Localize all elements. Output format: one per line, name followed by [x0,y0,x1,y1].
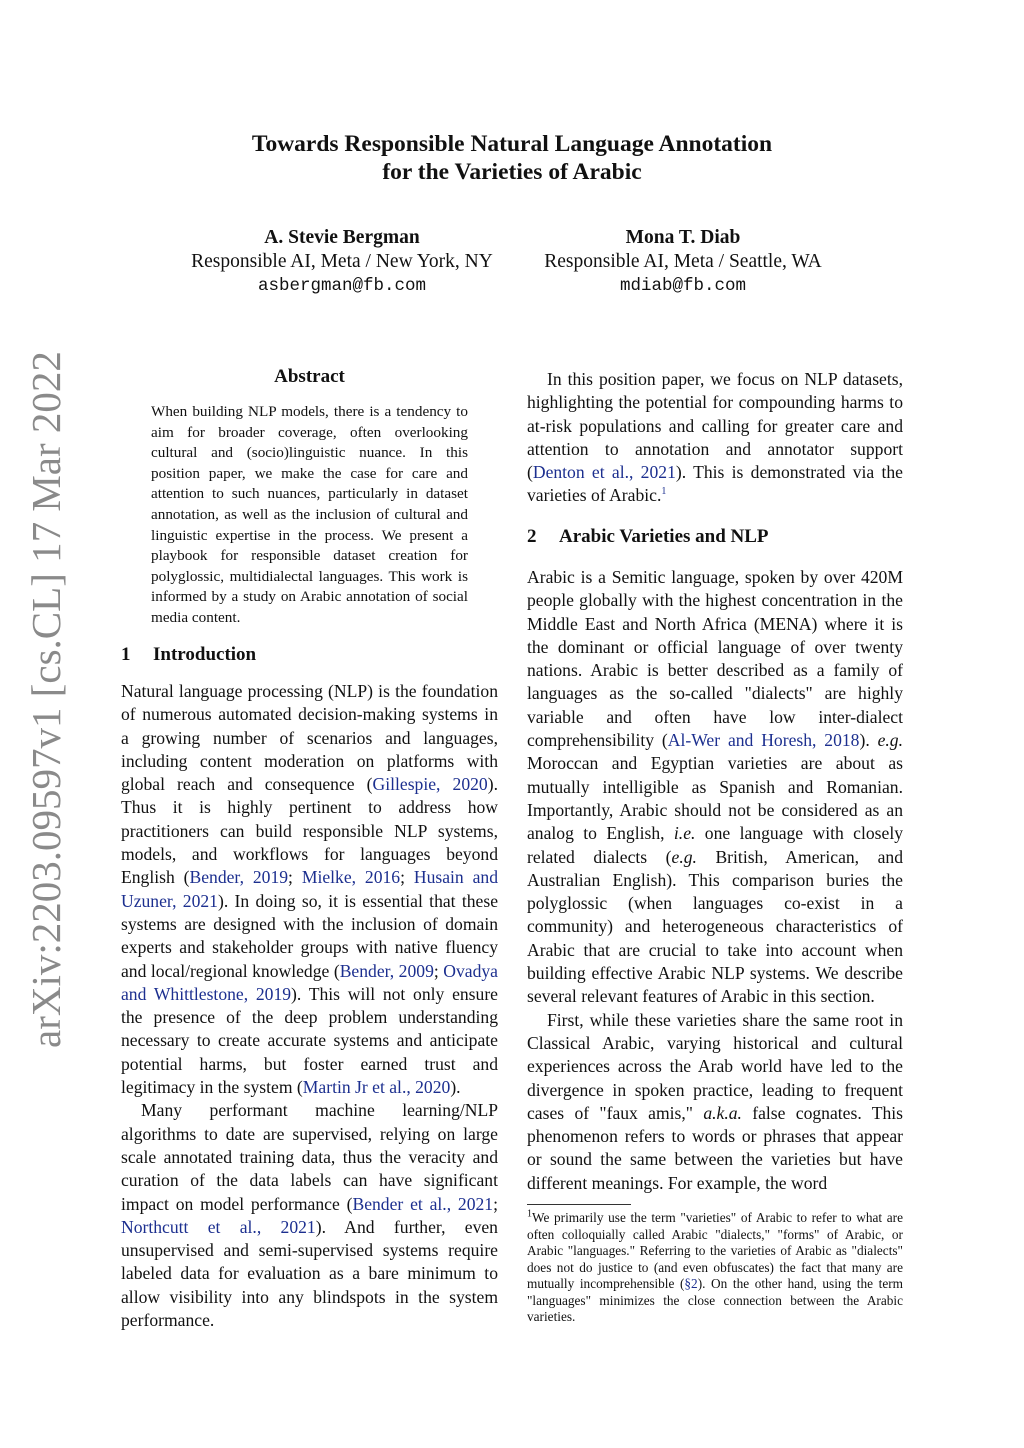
text: ). This will not only ensure the presence of the deep problem understanding necessary to create accurate systems and anticipate potential harms, but foster earned trust and legitimacy in the system ( [121,983,498,1098]
text: First, while these varieties share the same root in Classical Arabic, varying historical and cultural experiences across the Arab world have led to the divergence in spoken practice, leading to frequent cases of "faux amis," [527,1009,903,1123]
footnote-ref[interactable]: 1 [661,486,667,498]
title-line-1: Towards Responsible Natural Language Annotation [251,131,773,157]
text: ). And further, even unsupervised and semi-supervised systems require labeled data for evaluation as a bare minimum to allow visibility into any blindspots in the system performance. [121,1216,498,1331]
paper-title [150,130,874,186]
text: ). This is demonstrated via the varieties of Arabic. [527,462,903,506]
text: false cognates. This phenomenon refers to words or phrases that appear or sound the same between the varieties but have different meanings. For example, the word [527,1102,903,1193]
text: Arabic is a Semitic language, spoken by over 420M people globally with the highest concentration in the Middle East and North Africa (MENA) where it is the dominant or official language of over twenty nations. Arabic is better described as a family of languages as the so-called "dialects" are highly variable and often have low inter-dialect comprehensibility ( [527,567,903,751]
footnote-number: 1 [527,1208,532,1220]
section-number: 1 [121,644,131,665]
author-name: A. Stevie Bergman [264,227,420,248]
text: In this position paper, we focus on NLP datasets, highlighting the potential for compounding harms to at-risk populations and calling for greater care and attention to annotation and annotator support ( [527,369,903,483]
author-name: Mona T. Diab [625,227,741,248]
separator: ; [433,960,444,981]
citation-link[interactable]: Bender, 2009 [339,960,434,981]
section-1-heading [121,644,256,666]
abstract-text: When building NLP models, there is a tendency to aim for broader coverage, often overlooking cultural and (socio)linguistic nuance. In this position paper, we make the case for care and attention to such nuances, particularly in dataset annotation, as well as the inclusion of cultural and linguistic expertise in the process. We present a playbook for responsible dataset creation for polyglossic, multidialectal languages. This work is informed by a study on Arabic annotation of social media content. [151,403,468,626]
text: ). [859,730,878,751]
section-title: Introduction [153,644,257,665]
arabic-paragraph-1 [527,566,903,1009]
citation-link[interactable]: Ovadya and Whittlestone, 2019 [121,960,498,1004]
intro-paragraph-2 [121,1099,498,1332]
author-affiliation: Responsible AI, Meta / Seattle, WA [544,251,822,272]
citation-link[interactable]: Mielke, 2016 [301,867,401,888]
separator: ; [493,1193,498,1214]
text: We primarily use the term "varieties" of Arabic to refer to what are often colloquially called Arabic "dialects," "forms" of Arabic, or Arabic "languages." Referring to the varieties of Arabic as "dialects" does not do justice to (and even obfuscates) the fact that many are mutually incomprehensible ( [527,1210,903,1291]
author-1 [160,226,524,298]
text: Many performant machine learning/NLP algorithms to date are supervised, relying on large scale annotated training data, thus the veracity and curation of the data labels can have significant impact on model performance ( [121,1100,498,1214]
citation-link[interactable]: Gillespie, 2020 [372,774,488,795]
text: ). Thus it is highly pertinent to address how practitioners can build responsible NLP systems, models, and workflows for languages beyond English ( [121,774,498,888]
section-2-heading [527,526,769,548]
text: ). In doing so, it is essential that these systems are designed with the inclusion of domain experts and stakeholder groups with native fluency and local/regional knowledge ( [121,890,499,981]
author-email: mdiab@fb.com [619,276,747,296]
introduction-body [121,680,498,1332]
citation-link[interactable]: Bender et al., 2021 [352,1193,494,1214]
italic-text: a.k.a. [703,1102,742,1123]
section-ref-link[interactable]: §2 [684,1276,698,1291]
italic-text: e.g. [671,846,697,867]
title-line-2: for the Varieties of Arabic [382,159,642,185]
text: ). [450,1077,461,1098]
citation-link[interactable]: Husain and Uzuner, 2021 [121,867,498,911]
intro-paragraph-1 [121,680,498,1099]
text: British, American, and Australian English). This comparison buries the polyglossic (when languages co-exist in a community) and heterogeneous characteristics of Arabic that are crucial to take into account when building effective Arabic NLP systems. We describe several relevant features of Arabic in this section. [527,846,904,1007]
author-affiliation: Responsible AI, Meta / New York, NY [191,251,493,272]
position-paragraph [527,368,903,508]
text: one language with closely related dialects ( [527,823,903,867]
abstract-heading: Abstract [274,366,345,387]
arabic-paragraph-2 [527,1009,903,1195]
text: Moroccan and Egyptian varieties are about as mutually intelligible as Spanish and Romanian. Importantly, Arabic should not be considered as an analog to English, [527,753,903,844]
footnote-1 [527,1210,903,1326]
italic-text: e.g. [877,730,903,751]
italic-text: i.e. [673,823,696,844]
citation-link[interactable]: Denton et al., 2021 [532,462,676,483]
citation-link[interactable]: Martin Jr et al., 2020 [302,1077,451,1098]
section-number: 2 [527,526,537,547]
text: Natural language processing (NLP) is the foundation of numerous automated decision-making systems in a growing number of scenarios and languages, including content moderation on platforms with global reach and consequence ( [121,681,498,795]
arxiv-identifier: arXiv:2203.09597v1 [cs.CL] 17 Mar 2022 [23,351,69,1048]
separator: ; [400,867,414,888]
citation-link[interactable]: Bender, 2019 [189,867,289,888]
citation-link[interactable]: Al-Wer and Horesh, 2018 [667,730,860,751]
separator: ; [288,867,302,888]
citation-link[interactable]: Northcutt et al., 2021 [121,1216,316,1237]
author-2 [520,226,846,298]
section-title: Arabic Varieties and NLP [559,526,769,547]
author-email: asbergman@fb.com [257,276,427,296]
section-2-body [527,566,903,1195]
right-column-intro [527,368,903,508]
footnote-divider [527,1204,631,1205]
text: ). On the other hand, using the term "languages" minimizes the close connection between the Arabic varieties. [527,1276,903,1324]
